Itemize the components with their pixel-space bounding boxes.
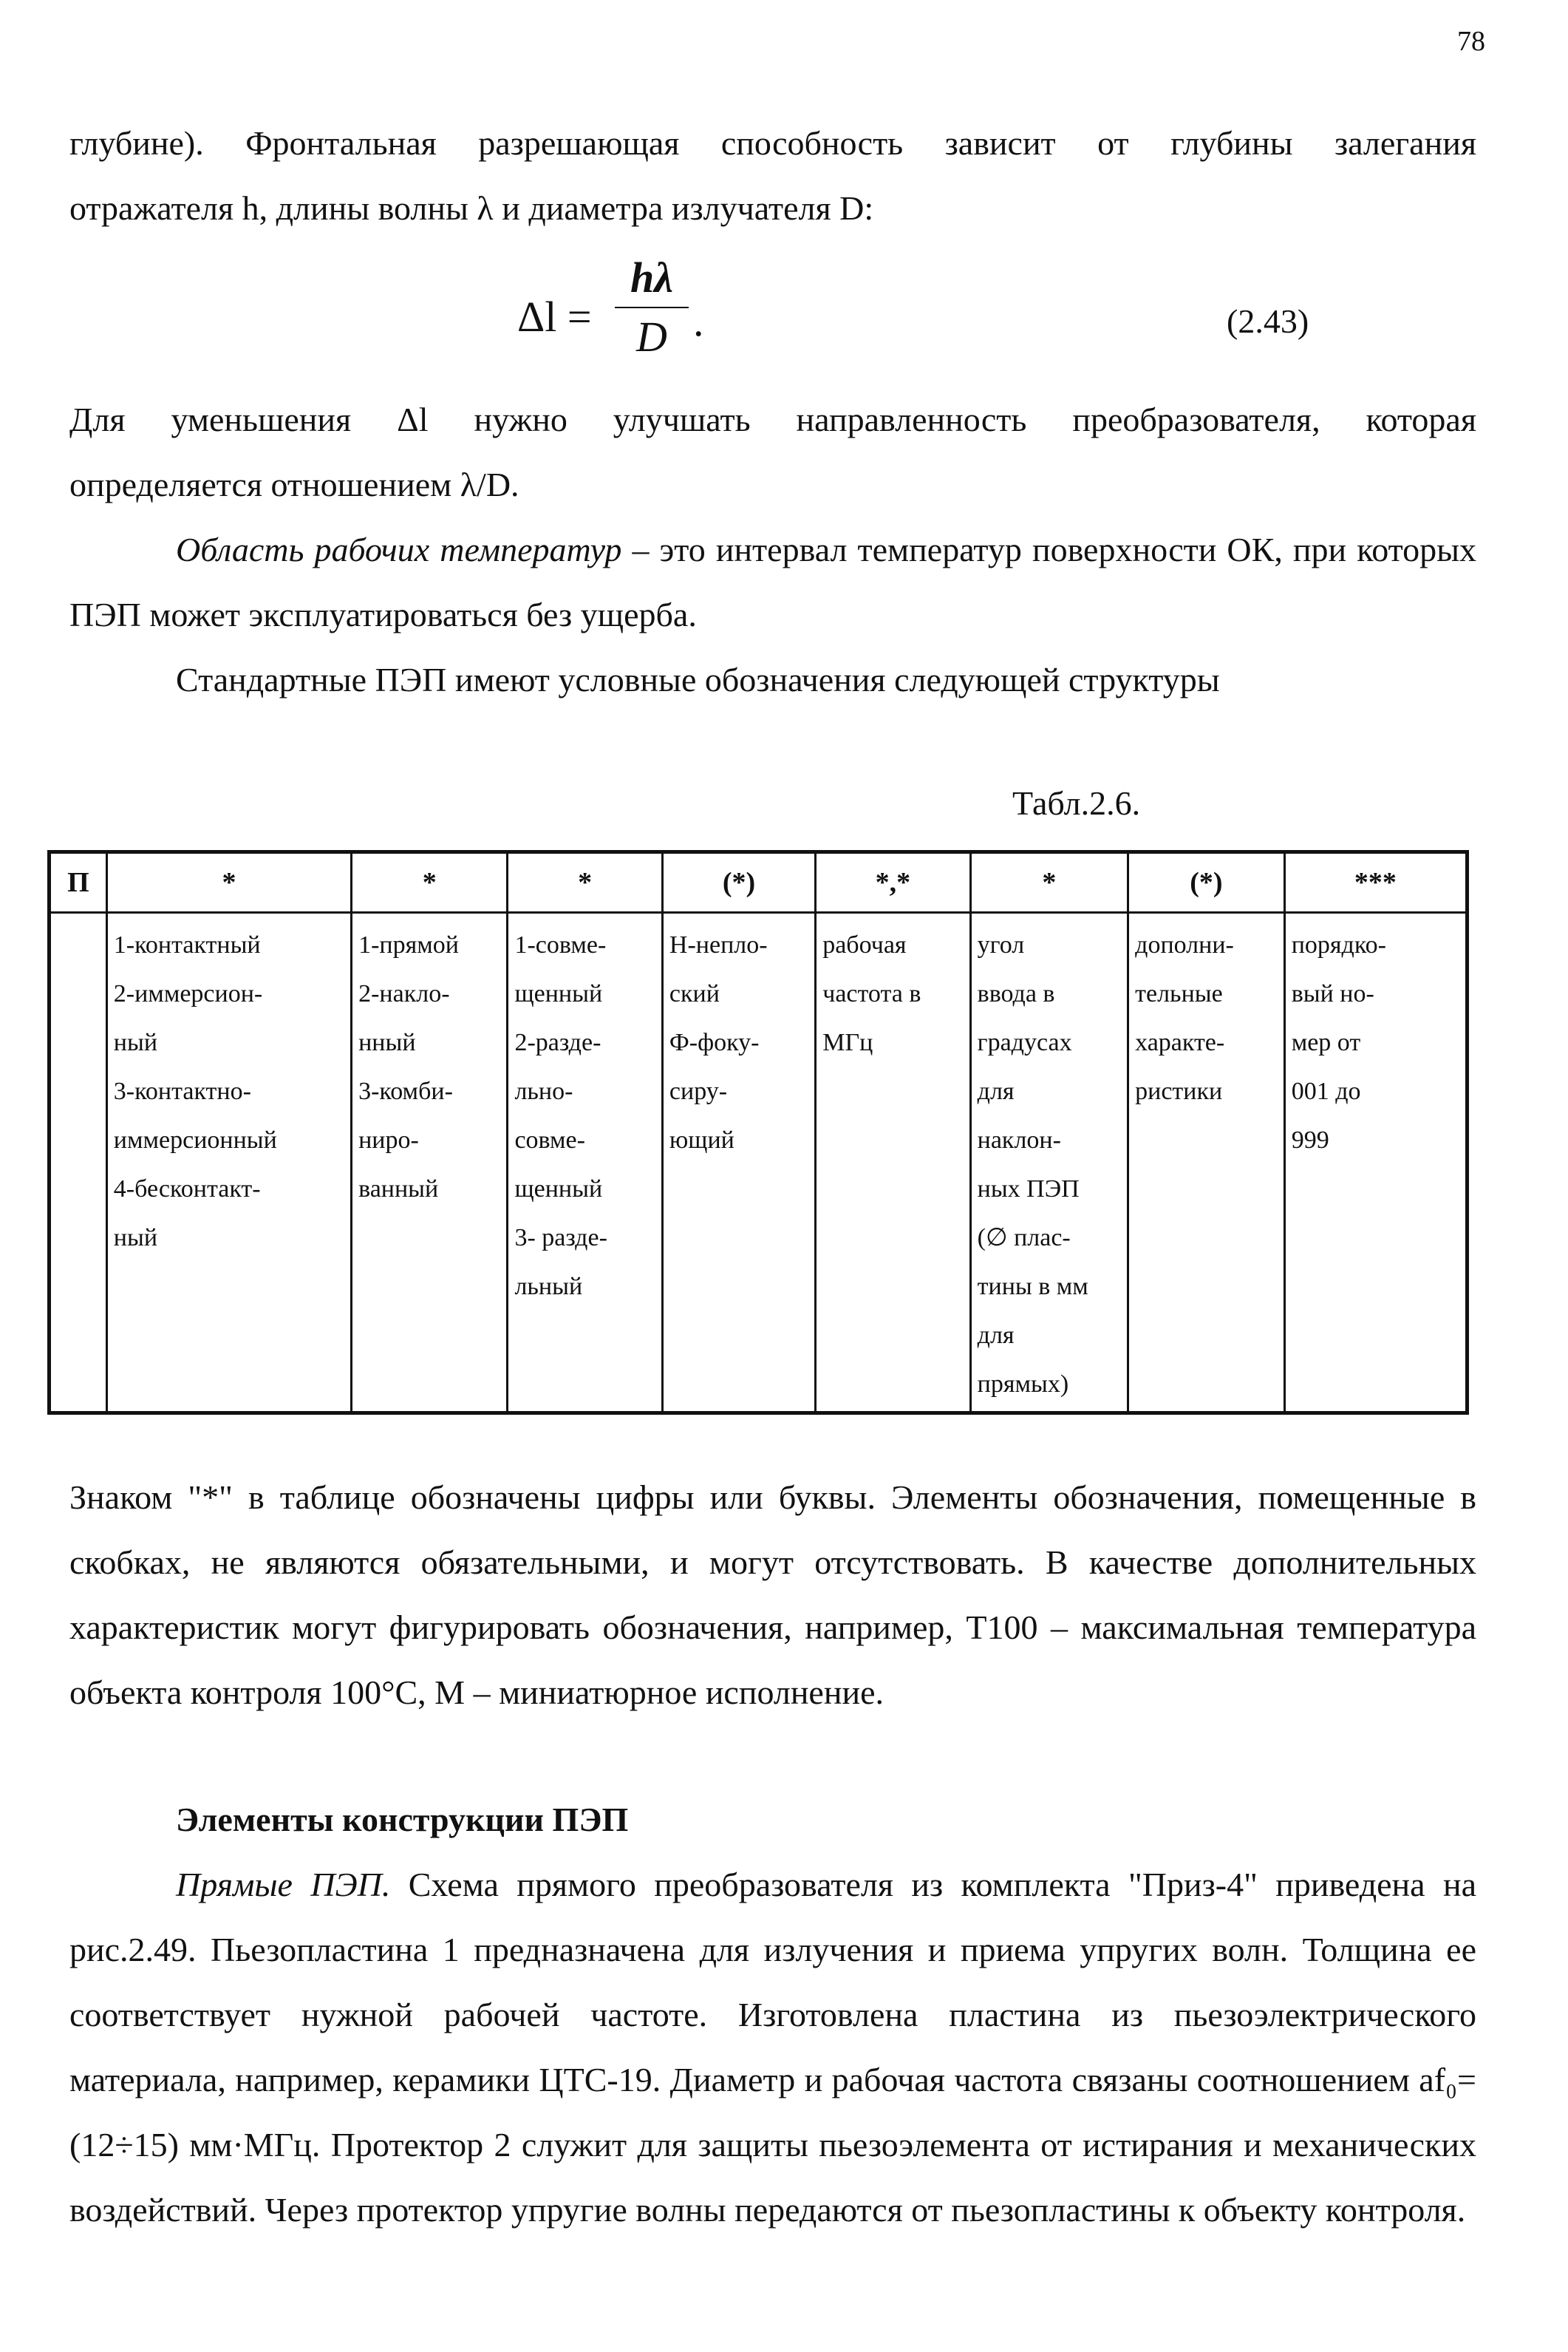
- header-cell: (*): [662, 852, 815, 913]
- paragraph-line: определяется отношением λ/D.: [69, 466, 519, 503]
- paragraph-text: Знаком "*" в таблице обозначены цифры или буквы. Элементы обозначения, помещенные в скобках, не являются обязательными, и могут отсутствовать. В качестве дополнительных характеристик могут фигурировать обозначения, например, Т100 – максимальная температура объекта контроля 100°С, М – миниатюрное исполнение.: [69, 1478, 1476, 1711]
- designation-structure-table: [47, 850, 1469, 1415]
- table-header-row: [50, 852, 1468, 913]
- header-cell: *,*: [816, 852, 970, 913]
- paragraph-resolution: [69, 111, 1476, 241]
- formula-dot: .: [693, 297, 704, 345]
- formula-fraction: [615, 255, 689, 360]
- paragraph-line: глубине). Фронтальная разрешающая способность зависит от глубины залегания: [69, 124, 1476, 162]
- table-cell: рабочая частота в МГц: [816, 913, 970, 1413]
- table-caption: Табл.2.6.: [1012, 784, 1141, 822]
- page-number: 78: [1457, 26, 1485, 57]
- table-cell: 1-контактный 2-иммерсион- ный 3-контактно- иммерсионный 4-бесконтакт- ный: [106, 913, 351, 1413]
- term-direct-transducers: Прямые ПЭП.: [176, 1866, 391, 1903]
- header-cell: ***: [1284, 852, 1467, 913]
- paragraph-structure-intro: [69, 648, 1476, 713]
- header-cell: (*): [1128, 852, 1285, 913]
- paragraph-directivity: [69, 387, 1476, 517]
- paragraph-temperature-range: [69, 517, 1476, 648]
- table-cell: [50, 913, 107, 1413]
- paragraph-text: Стандартные ПЭП имеют условные обозначения следующей структуры: [176, 661, 1220, 699]
- header-cell: П: [50, 852, 107, 913]
- header-cell: *: [352, 852, 508, 913]
- header-cell: *: [970, 852, 1128, 913]
- formula-lhs: Δl =: [517, 293, 592, 341]
- term-temperature-range: Область рабочих температур: [176, 531, 622, 568]
- paragraph-line: Для уменьшения Δl нужно улучшать направленность преобразователя, которая: [69, 401, 1476, 438]
- paragraph-table-notes: [69, 1465, 1476, 1725]
- table-cell: Н-непло- ский Ф-фоку- сиру- ющий: [662, 913, 815, 1413]
- paragraph-text: – это интервал температур поверхности ОК, при которых ПЭП может эксплуатироваться без ущерба.: [69, 531, 1476, 633]
- header-cell: *: [508, 852, 662, 913]
- section-heading-block: [69, 1787, 1476, 1852]
- formula-2-43: [517, 255, 709, 373]
- paragraph-text: Схема прямого преобразователя из комплекта "Приз-4" приведена на рис.2.49. Пьезопластина 1 предназначена для излучения и приема упругих волн. Толщина ее соответствует нужной рабочей частоте. Изготовлена пластина из пьезоэлектрического материала, например, керамики ЦТС-19. Диаметр и рабочая частота связаны соотношением af₀=(12÷15) мм·МГц. Протектор 2 служит для защиты пьезоэлемента от истирания и механических воздействий. Через протектор упругие волны передаются от пьезопластины к объекту контроля.: [69, 1866, 1476, 2229]
- section-heading: Элементы конструкции ПЭП: [176, 1801, 629, 1838]
- table-row: [50, 913, 1468, 1413]
- header-cell: *: [106, 852, 351, 913]
- table-cell: угол ввода в градусах для наклон- ных ПЭП (∅ плас- тины в мм для прямых): [970, 913, 1128, 1413]
- equation-number: (2.43): [1227, 302, 1309, 340]
- formula-denominator: D: [636, 313, 667, 361]
- formula-numerator: hλ: [630, 254, 673, 302]
- table-cell: 1-совме- щенный 2-разде- льно- совме- щенный 3- разде- льный: [508, 913, 662, 1413]
- fraction-bar: [615, 307, 689, 308]
- paragraph-direct-transducers: [69, 1852, 1476, 2243]
- table-cell: дополни- тельные характе- ристики: [1128, 913, 1285, 1413]
- table-cell: порядко- вый но- мер от 001 до 999: [1284, 913, 1467, 1413]
- table-cell: 1-прямой 2-накло- нный 3-комби- ниро- ванный: [352, 913, 508, 1413]
- paragraph-line: отражателя h, длины волны λ и диаметра излучателя D:: [69, 189, 874, 227]
